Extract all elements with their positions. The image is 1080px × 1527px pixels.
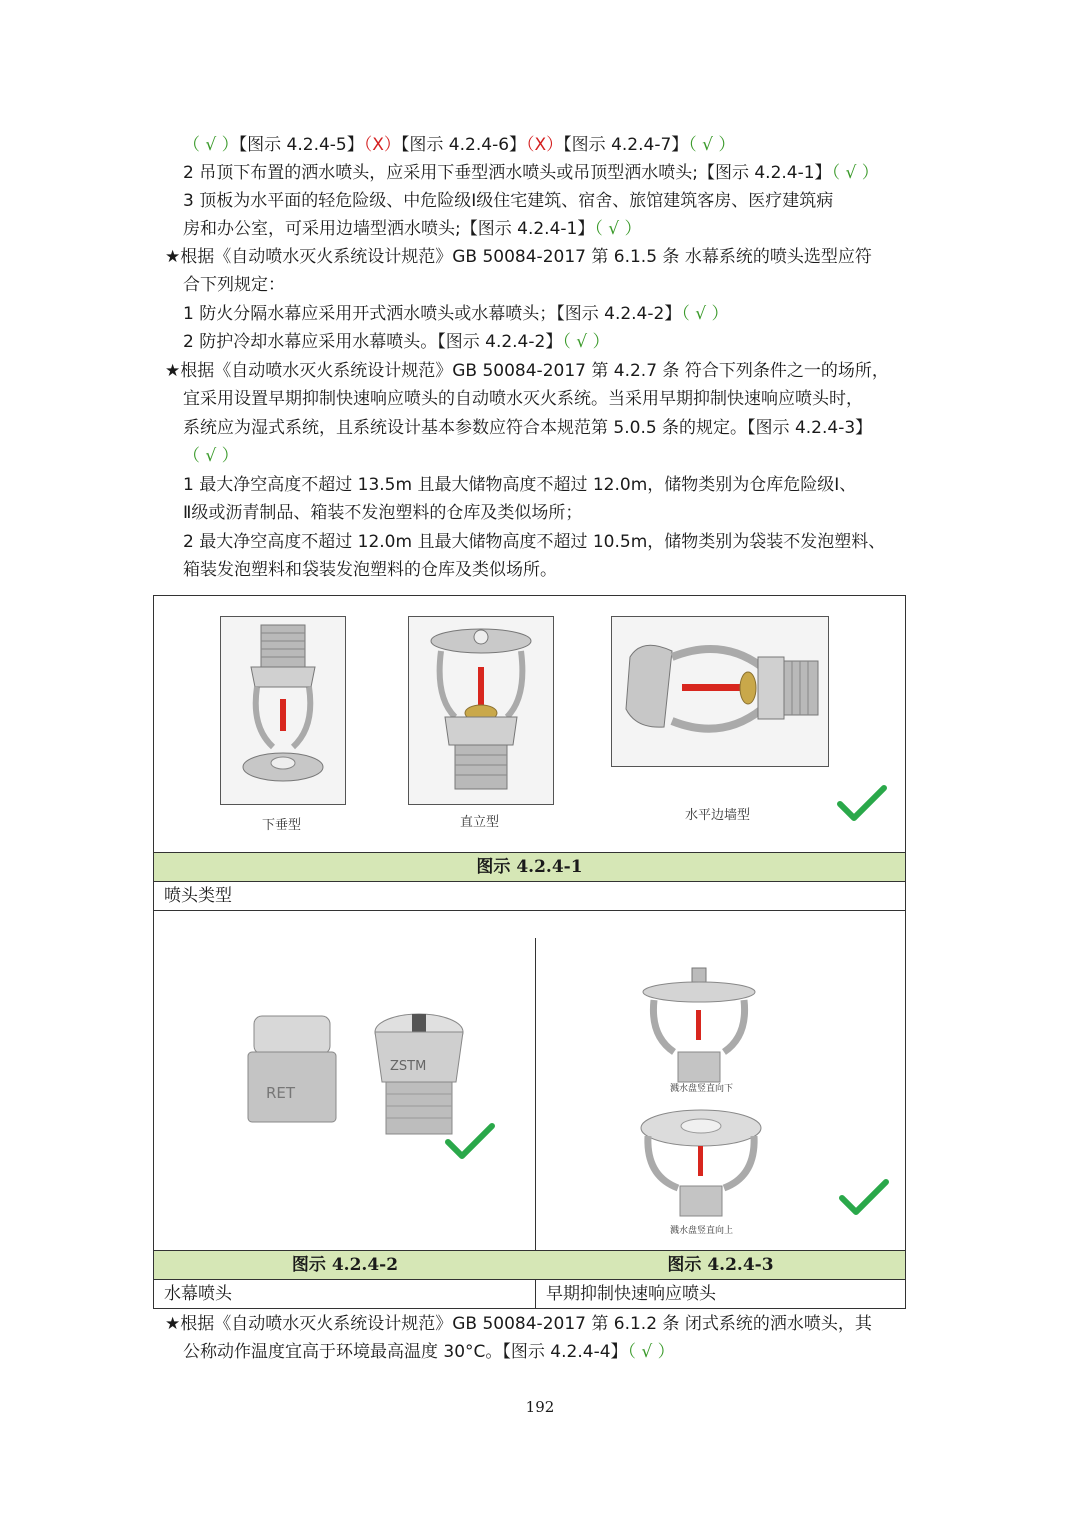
paragraph-text: 公称动作温度宜高于环境最高温度 30°C。【图示 4.2.4-4】 xyxy=(183,1342,628,1362)
line-6: 合下列规定： xyxy=(183,275,285,295)
line-12: （ √ ） xyxy=(183,446,239,466)
wrong-mark: （X） xyxy=(526,135,564,155)
line-15: 2 最大净空高度不超过 12.0m 且最大储物高度不超过 10.5m，储物类别为袋装不发泡塑料、 xyxy=(183,532,886,552)
upright-sprinkler-image xyxy=(408,616,554,805)
check-icon xyxy=(838,1178,890,1218)
correct-mark: （ √ ） xyxy=(681,304,729,324)
figure-label-pendent: 下垂型 xyxy=(262,818,302,833)
esfr-label-down: 溅水盘竖直向下 xyxy=(670,1084,734,1094)
correct-mark: （ √ ） xyxy=(594,219,642,239)
water-curtain-nozzle-image xyxy=(234,1008,474,1148)
line-17: ★根据《自动喷水灭火系统设计规范》GB 50084-2017 第 6.1.2 条 闭式系统的洒水喷头，其 xyxy=(165,1314,872,1334)
line-13: 1 最大净空高度不超过 13.5m 且最大储物高度不超过 12.0m，储物类别为仓库危险级Ⅰ、 xyxy=(183,475,857,495)
nozzle-engraving-zstm: ZSTM xyxy=(390,1059,427,1074)
correct-mark: （ √ ） xyxy=(627,1342,675,1362)
figure-caption-3: 图示 4.2.4-3 xyxy=(536,1250,905,1279)
figure-caption-2: 图示 4.2.4-2 xyxy=(154,1250,536,1279)
line-11: 系统应为湿式系统，且系统设计基本参数应符合本规范第 5.0.5 条的规定。【图示 4.2.4-3】 xyxy=(183,418,873,438)
figure-ref: 【图示 4.2.4-6】 xyxy=(400,135,527,155)
figure-label-sidewall: 水平边墙型 xyxy=(685,808,751,823)
esfr-label-up: 溅水盘竖直向上 xyxy=(670,1226,734,1236)
line-14: Ⅱ级或沥青制品、箱装不发泡塑料的仓库及类似场所； xyxy=(183,503,583,523)
figure-description-2: 水幕喷头 xyxy=(154,1279,536,1308)
wrong-mark: （X） xyxy=(363,135,401,155)
line-8 xyxy=(183,328,609,356)
line-9: ★根据《自动喷水灭火系统设计规范》GB 50084-2017 第 4.2.7 条 符合下列条件之一的场所， xyxy=(165,361,889,381)
line-7 xyxy=(183,300,728,328)
line-2 xyxy=(183,159,879,187)
page-number: 192 xyxy=(525,1398,555,1416)
figure-caption: 图示 4.2.4-1 xyxy=(154,852,905,881)
figure-label-upright: 直立型 xyxy=(460,815,500,830)
figure-ref: 【图示 4.2.4-5】 xyxy=(238,135,364,155)
line-4 xyxy=(183,215,641,243)
figure-description-3: 早期抑制快速响应喷头 xyxy=(536,1279,905,1308)
correct-mark: （ √ ） xyxy=(831,163,879,183)
figure-table-1 xyxy=(153,595,906,939)
figure-ref: 【图示 4.2.4-7】 xyxy=(563,135,689,155)
correct-mark: （ √ ） xyxy=(688,135,736,155)
paragraph-text: 2 防护冷却水幕应采用水幕喷头。【图示 4.2.4-2】 xyxy=(183,332,563,352)
figure-description: 喷头类型 xyxy=(154,881,905,910)
line-3: 3 顶板为水平面的轻危险级、中危险级Ⅰ级住宅建筑、宿舍、旅馆建筑客房、医疗建筑病 xyxy=(183,191,834,211)
paragraph-text: 房和办公室，可采用边墙型洒水喷头;【图示 4.2.4-1】 xyxy=(183,219,595,239)
correct-mark: （ √ ） xyxy=(562,332,610,352)
sidewall-sprinkler-image xyxy=(611,616,829,767)
esfr-pendent-image xyxy=(634,966,764,1086)
pendent-sprinkler-image xyxy=(220,616,346,805)
correct-mark: （ √ ） xyxy=(183,135,239,155)
empty-row xyxy=(154,910,905,939)
line-18 xyxy=(183,1338,675,1366)
nozzle-engraving-ret: RET xyxy=(266,1084,296,1102)
check-icon xyxy=(836,784,888,824)
check-icon xyxy=(444,1122,496,1162)
paragraph-text: 1 防火分隔水幕应采用开式洒水喷头或水幕喷头；【图示 4.2.4-2】 xyxy=(183,304,682,324)
esfr-upright-image xyxy=(636,1106,766,1222)
figure-table-2 xyxy=(153,938,906,1309)
line-1 xyxy=(183,131,735,159)
line-5: ★根据《自动喷水灭火系统设计规范》GB 50084-2017 第 6.1.5 条 水幕系统的喷头选型应符 xyxy=(165,247,872,267)
line-10: 宜采用设置早期抑制快速响应喷头的自动喷水灭火系统。当采用早期抑制快速响应喷头时， xyxy=(183,389,863,409)
line-16: 箱装发泡塑料和袋装发泡塑料的仓库及类似场所。 xyxy=(183,560,557,580)
paragraph-text: 2 吊顶下布置的洒水喷头，应采用下垂型洒水喷头或吊顶型洒水喷头;【图示 4.2.4-1】 xyxy=(183,163,832,183)
